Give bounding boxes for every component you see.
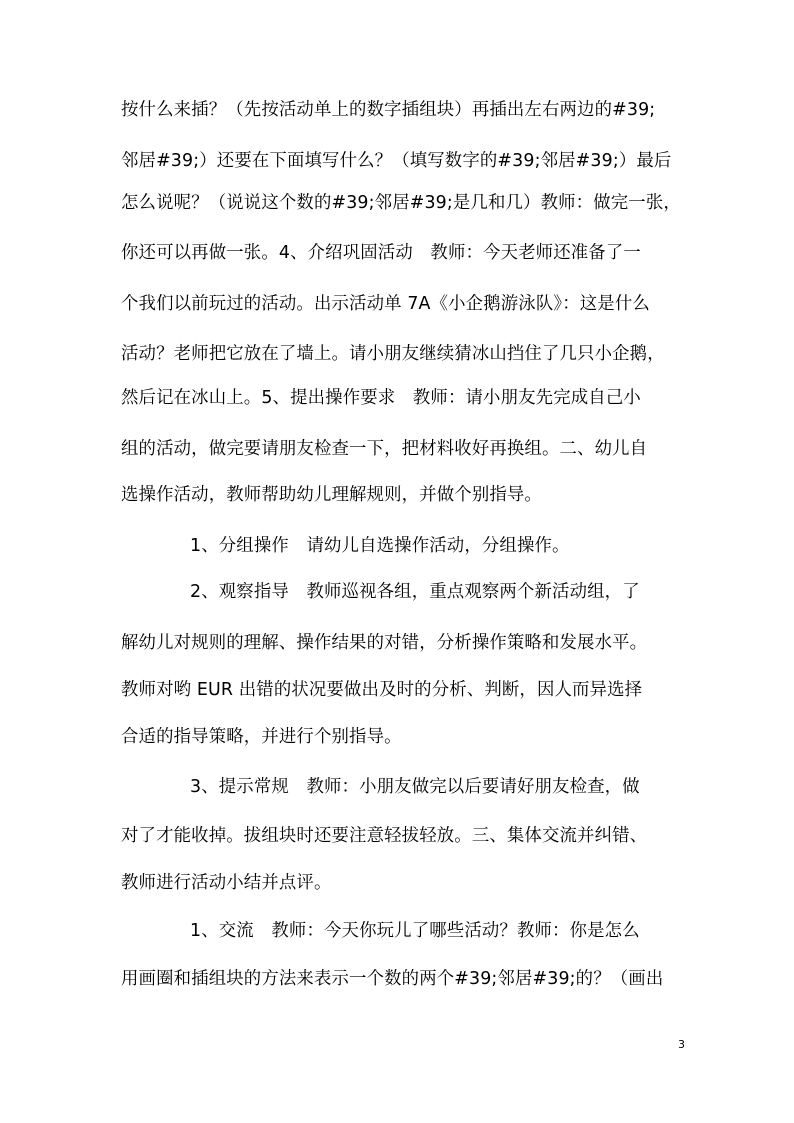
text-line: 怎么说呢？（说说这个数的#39;邻居#39;是几和几）教师：做完一张， (121, 193, 681, 213)
text-line: 组的活动，做完要请朋友检查一下，把材料收好再换组。二、幼儿自 (121, 439, 648, 459)
text-line: 选操作活动，教师帮助幼儿理解规则，并做个别指导。 (121, 485, 542, 505)
text-line: 教师对哟 EUR 出错的状况要做出及时的分析、判断，因人而异选择 (121, 680, 643, 700)
text-line: 解幼儿对规则的理解、操作结果的对错，分析操作策略和发展水平。 (121, 633, 648, 653)
text-line: 个我们以前玩过的活动。出示活动单 7A《小企鹅游泳队》：这是什么 (121, 294, 650, 314)
page-number: 3 (678, 1038, 685, 1051)
text-line: 用画圈和插组块的方法来表示一个数的两个#39;邻居#39;的？（画出 (121, 969, 664, 989)
text-line: 你还可以再做一张。4、介绍巩固活动 教师：今天老师还准备了一 (121, 243, 641, 263)
text-line: 2、观察指导 教师巡视各组，重点观察两个新活动组，了 (190, 582, 640, 602)
text-line: 合适的指导策略，并进行个别指导。 (121, 727, 402, 747)
text-line: 1、分组操作 请幼儿自选操作活动，分组操作。 (190, 536, 570, 556)
text-line: 教师进行活动小结并点评。 (121, 873, 332, 893)
text-line: 按什么来插？（先按活动单上的数字插组块）再插出左右两边的#39; (121, 100, 656, 120)
text-line: 1、交流 教师：今天你玩儿了哪些活动？教师：你是怎么 (190, 921, 640, 941)
text-line: 活动？老师把它放在了墙上。请小朋友继续猜冰山挡住了几只小企鹅， (121, 344, 665, 364)
text-line: 对了才能收掉。拔组块时还要注意轻拔轻放。三、集体交流并纠错、 (121, 826, 648, 846)
text-line: 然后记在冰山上。5、提出操作要求 教师：请小朋友先完成自己小 (121, 388, 641, 408)
text-line: 3、提示常规 教师：小朋友做完以后要请好朋友检查，做 (190, 777, 640, 797)
text-line: 邻居#39;）还要在下面填写什么？（填写数字的#39;邻居#39;）最后 (121, 151, 672, 171)
